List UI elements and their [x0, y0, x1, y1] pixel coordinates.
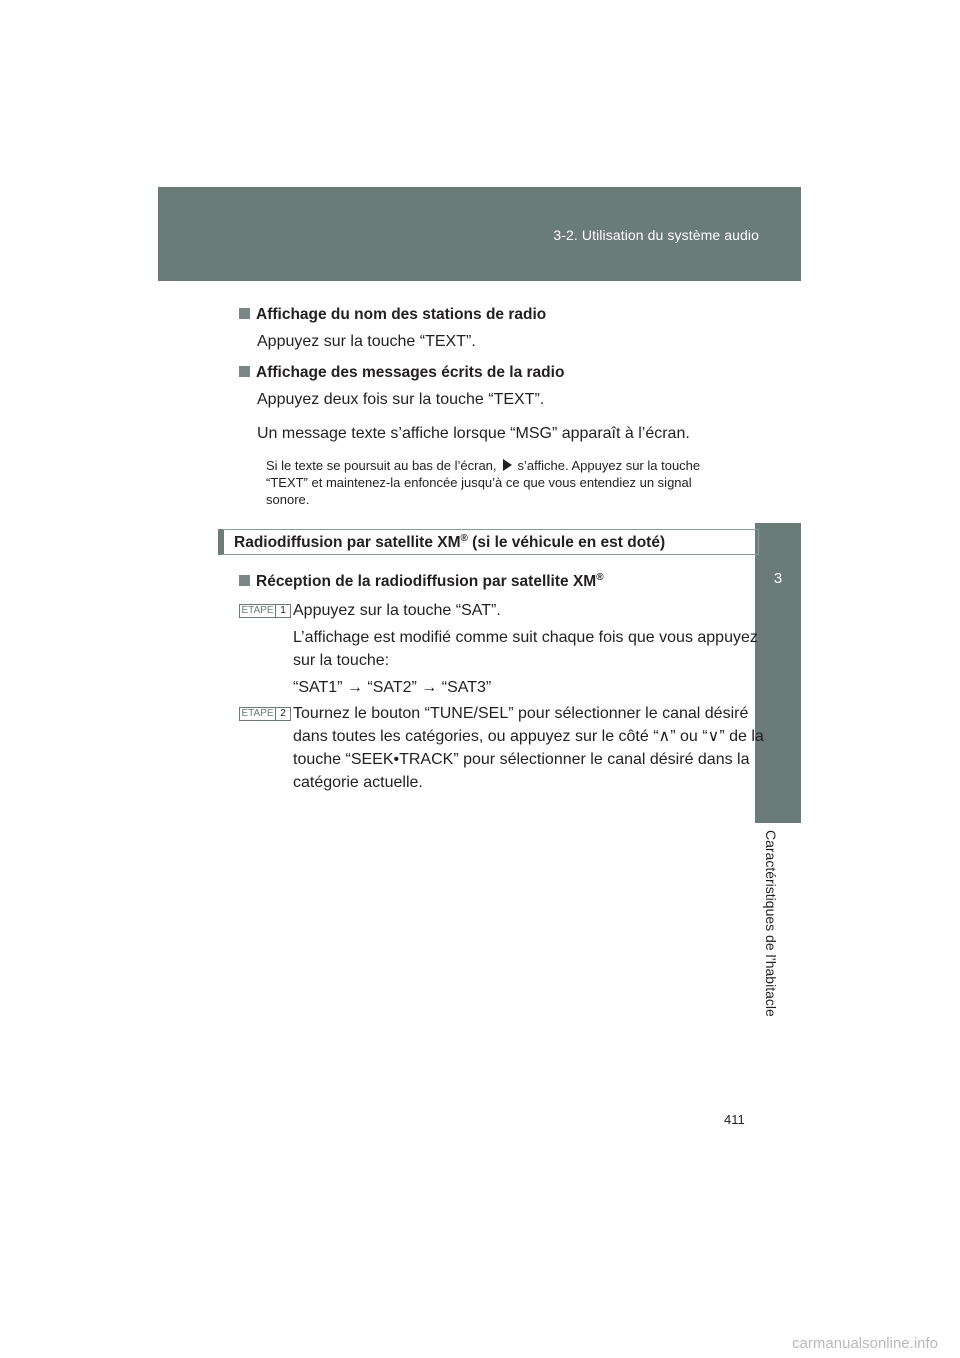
step-1-badge: ÉTAPE 1 — [239, 604, 291, 618]
heading-station-name: Affichage du nom des stations de radio — [239, 306, 546, 324]
chapter-tab — [755, 523, 801, 823]
chapter-title: 3-2. Utilisation du système audio — [553, 227, 759, 243]
body-text-messages-2: Un message texte s’affiche lorsque “MSG” apparaît à l’écran. — [257, 425, 690, 442]
step-1-line-2: L’affichage est modifié comme suit chaque fois que vous appuyez — [293, 629, 758, 646]
body-text-messages-1: Appuyez deux fois sur la touche “TEXT”. — [257, 391, 545, 408]
page-number: 411 — [724, 1112, 745, 1127]
step-1-line-4: “SAT1” → “SAT2” → “SAT3” — [293, 679, 492, 696]
step-2-line-4: catégorie actuelle. — [293, 774, 423, 791]
chapter-number: 3 — [773, 570, 783, 587]
note-line-2: “TEXT” et maintenez-la enfoncée jusqu’à ce que vous entendiez un signal — [266, 475, 692, 490]
bullet-square-icon — [239, 575, 250, 586]
section-title-bar — [218, 529, 759, 555]
step-1-line-3: sur la touche: — [293, 652, 390, 669]
step-2-badge: ÉTAPE 2 — [239, 707, 291, 721]
chapter-caption — [759, 830, 799, 1130]
step-2-line-3: touche “SEEK•TRACK” pour sélectionner le canal désiré dans la — [293, 751, 750, 768]
body-station-name: Appuyez sur la touche “TEXT”. — [257, 333, 476, 350]
watermark: carmanualsonline.info — [792, 1335, 938, 1352]
heading-text-messages: Affichage des messages écrits de la radio — [239, 364, 564, 382]
step-2-line-2: dans toutes les catégories, ou appuyez sur le côté “∧” ou “∨” de la — [293, 728, 764, 745]
note-line-3: sonore. — [266, 492, 310, 507]
section-title: Radiodiffusion par satellite XM® (si le véhicule en est doté) — [234, 533, 666, 552]
step-1-line-1: Appuyez sur la touche “SAT”. — [293, 602, 501, 619]
bullet-square-icon — [239, 308, 250, 319]
chapter-caption-text: Caractéristiques de l’habitacle — [763, 830, 779, 1017]
scroll-arrow-icon — [503, 459, 512, 471]
note-line-1: Si le texte se poursuit au bas de l’écran, s’affiche. Appuyez sur la touche — [266, 458, 701, 473]
bullet-square-icon — [239, 366, 250, 377]
heading-satellite-reception: Réception de la radiodiffusion par satellite XM® — [239, 572, 604, 591]
header-band — [158, 187, 801, 281]
step-2-line-1: Tournez le bouton “TUNE/SEL” pour sélectionner le canal désiré — [293, 705, 749, 722]
